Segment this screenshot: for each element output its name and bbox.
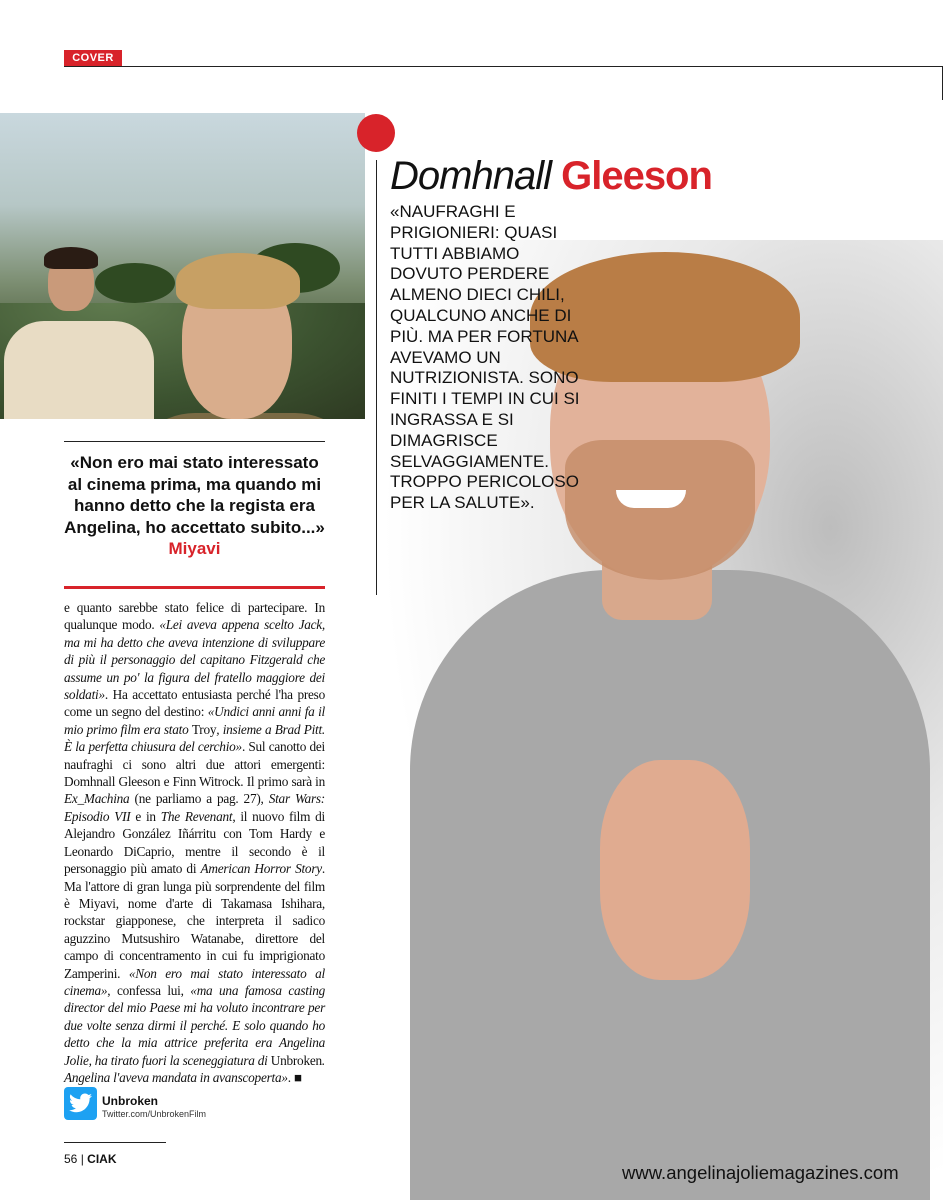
body-paragraph [64,599,325,1086]
twitter-icon[interactable] [64,1087,97,1120]
pull-quote-attribution: Miyavi [168,539,221,558]
body-run: (ne parliamo a pag. 27), [129,791,269,807]
magazine-name: CIAK [87,1152,117,1166]
page-number: 56 [64,1152,78,1166]
film-still-photo [0,113,365,419]
body-run: e quanto sarebbe stato felice di partecipare. In qualunque modo. [64,600,325,633]
portrait-beard [565,440,755,580]
portrait-hands [600,760,750,980]
actor-name-heading [390,152,712,200]
body-run: , confessa lui, [107,982,191,998]
twitter-bird-icon [69,1093,92,1113]
actor-left-hair [44,247,98,269]
body-run: . Sul canotto dei naufraghi ci sono altri due attori emergenti: Domhnall Gleeson e Finn Witrock. Il primo sarà in [64,739,325,790]
pull-quote-text: «Non ero mai stato interessato al cinema prima, ma quando mi hanno detto che la regista era Angelina, ho accettato subito...» [64,453,325,537]
body-run-italic: . Angelina l'aveva mandata in avanscoperta» [64,1052,325,1085]
pull-quote-rule-top [64,441,325,442]
section-tag: COVER [64,50,122,67]
body-run: e in [130,808,161,824]
body-run: . ■ [287,1069,302,1085]
folio-separator: | [77,1152,88,1166]
body-run: . Ma l'attore di gran lunga più sorprendente del film è Miyavi, nome d'arte di Takamasa Ishihara, rockstar giapponese, che interpreta il sadico aguzzino Mutsushiro Watanabe, direttore del campo di concentramento in cui fu imprigionato Zamperini. [64,861,325,981]
page-folio [64,1152,117,1166]
red-dot-decoration [357,114,395,152]
body-run-italic: American Horror Story [200,861,322,877]
body-run-italic: «ma una famosa casting director del mio Paese mi ha voluto incontrare per due volte senza dirmi il perché. E solo quando ho detto che la mia attrice preferita era Angelina Jolie, ha tirato fuori la sceneggiatura di [64,982,325,1068]
body-run-italic: «Lei aveva appena scelto Jack, ma mi ha detto che aveva intenzione di sviluppare di più il personaggio del capitano Fitzgerald che assume un po' la figura del fratello maggiore dei soldati» [64,617,325,703]
body-run: Unbroken [270,1052,322,1068]
body-run-italic: Star Wars: Episodio VII [64,791,325,824]
column-divider [376,160,377,595]
side-quote: «NAUFRAGHI E PRIGIONIERI: QUASI TUTTI ABBIAMO DOVUTO PERDERE ALMENO DIECI CHILI, QUALCUNO ANCHE DI PIÙ. MA PER FORTUNA AVEVAMO UN NUTRIZIONISTA. SONO FINITI I TEMPI IN CUI SI INGRASSA E SI DIMAGRISCE SELVAGGIAMENTE. TROPPO PERICOLOSO PER LA SALUTE». [390,202,580,513]
actor-right-hair [176,253,300,309]
body-run-italic: «Non ero mai stato interessato al cinema» [64,965,325,998]
body-run: Troy [191,721,217,737]
palm-shape [95,263,175,303]
heading-first-name: Domhnall [390,154,551,198]
article-body [64,599,325,1086]
footer-rule [64,1142,166,1143]
twitter-handle-link[interactable]: Twitter.com/UnbrokenFilm [102,1109,207,1119]
top-rule [64,66,943,67]
body-run: , il nuovo film di Alejandro González Iñárritu con Tom Hardy e Leonardo DiCaprio, mentre il secondo è il personaggio più amato di [64,808,325,877]
twitter-title[interactable]: Unbroken [102,1094,159,1108]
body-run-italic: The Revenant [160,808,233,824]
pull-quote-rule-bottom [64,586,325,589]
heading-last-name: Gleeson [561,154,712,198]
watermark-url: www.angelinajoliemagazines.com [622,1162,899,1183]
body-run-italic: Ex_Machina [64,791,130,807]
actor-left-body [4,321,154,419]
body-run-italic: , insieme a Brad Pitt. È la perfetta chiusura del cerchio» [64,721,325,755]
portrait-smile [616,490,686,508]
body-run-italic: «Undici anni anni fa il mio primo film era stato [64,704,325,737]
body-run: . Ha accettato entusiasta perché l'ha preso come un segno del destino: [64,687,325,720]
pull-quote [64,452,325,560]
